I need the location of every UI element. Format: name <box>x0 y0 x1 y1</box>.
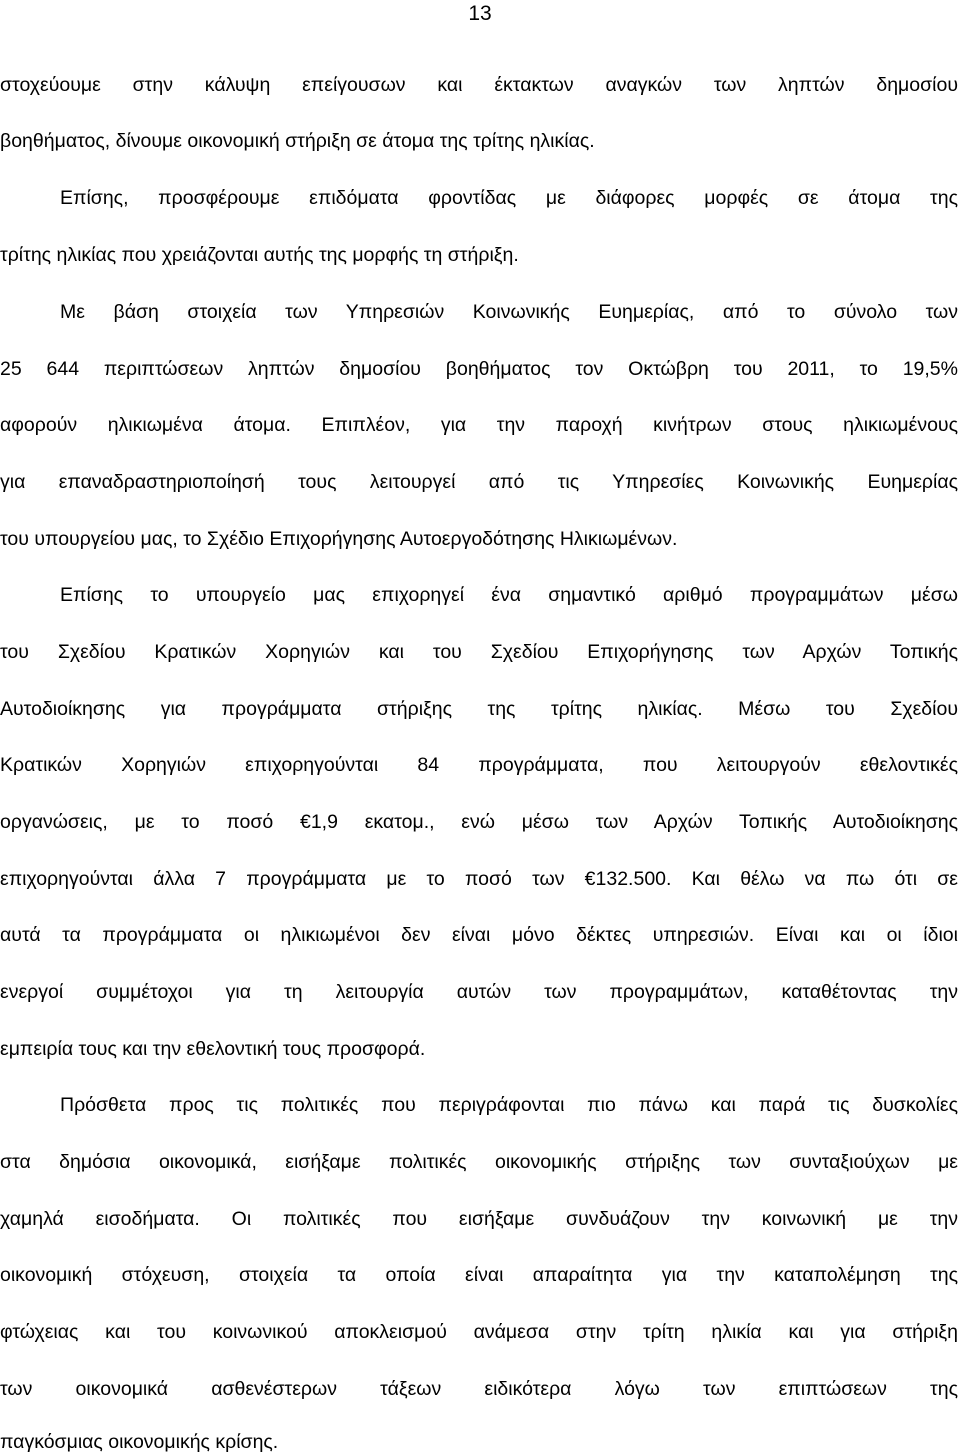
text-line: των οικονομικά ασθενέστερων τάξεων ειδικότερα λόγω των επιπτώσεων της <box>0 1378 958 1400</box>
text-line: Επίσης το υπουργείο μας επιχορηγεί ένα σημαντικό αριθμό προγραμμάτων μέσω <box>60 584 958 606</box>
text-line: βοηθήματος, δίνουμε οικονομική στήριξη σε άτομα της τρίτης ηλικίας. <box>0 130 595 152</box>
text-line: στα δημόσια οικονομικά, εισήξαμε πολιτικές οικονομικής στήριξης των συνταξιούχων με <box>0 1151 958 1173</box>
text-line: τρίτης ηλικίας που χρειάζονται αυτής της μορφής τη στήριξη. <box>0 244 519 266</box>
text-line: χαμηλά εισοδήματα. Οι πολιτικές που εισήξαμε συνδυάζουν την κοινωνική με την <box>0 1208 958 1230</box>
text-line: Επίσης, προσφέρουμε επιδόματα φροντίδας με διάφορες μορφές σε άτομα της <box>60 187 958 209</box>
text-line: αυτά τα προγράμματα οι ηλικιωμένοι δεν είναι μόνο δέκτες υπηρεσιών. Είναι και οι ίδιοι <box>0 924 958 946</box>
text-line: παγκόσμιας οικονομικής κρίσης. <box>0 1431 279 1453</box>
text-line: οικονομική στόχευση, στοιχεία τα οποία είναι απαραίτητα για την καταπολέμηση της <box>0 1264 958 1286</box>
text-line: φτώχειας και του κοινωνικού αποκλεισμού ανάμεσα στην τρίτη ηλικία και για στήριξη <box>0 1321 958 1343</box>
text-line: για επαναδραστηριοποίησή τους λειτουργεί από τις Υπηρεσίες Κοινωνικής Ευημερίας <box>0 471 958 493</box>
text-line: του Σχεδίου Κρατικών Χορηγιών και του Σχεδίου Επιχορήγησης των Αρχών Τοπικής <box>0 641 958 663</box>
text-line: αφορούν ηλικιωμένα άτομα. Επιπλέον, για την παροχή κινήτρων στους ηλικιωμένους <box>0 414 958 436</box>
text-line: 25 644 περιπτώσεων ληπτών δημοσίου βοηθήματος τον Οκτώβρη του 2011, το 19,5% <box>0 358 958 380</box>
text-line: εμπειρία τους και την εθελοντική τους προσφορά. <box>0 1038 426 1060</box>
text-line: του υπουργείου μας, το Σχέδιο Επιχορήγησης Αυτοεργοδότησης Ηλικιωμένων. <box>0 528 678 550</box>
text-line: οργανώσεις, με το ποσό €1,9 εκατομ., ενώ μέσω των Αρχών Τοπικής Αυτοδιοίκησης <box>0 811 958 833</box>
text-line: Κρατικών Χορηγιών επιχορηγούνται 84 προγράμματα, που λειτουργούν εθελοντικές <box>0 754 958 776</box>
text-line: Πρόσθετα προς τις πολιτικές που περιγράφονται πιο πάνω και παρά τις δυσκολίες <box>60 1094 958 1116</box>
text-line: ενεργοί συμμέτοχοι για τη λειτουργία αυτών των προγραμμάτων, καταθέτοντας την <box>0 981 958 1003</box>
page-number: 13 <box>468 2 492 25</box>
text-line: Με βάση στοιχεία των Υπηρεσιών Κοινωνικής Ευημερίας, από το σύνολο των <box>60 301 958 323</box>
text-line: Αυτοδιοίκησης για προγράμματα στήριξης της τρίτης ηλικίας. Μέσω του Σχεδίου <box>0 698 958 720</box>
text-line: στοχεύουμε στην κάλυψη επείγουσων και έκτακτων αναγκών των ληπτών δημοσίου <box>0 74 958 96</box>
text-line: επιχορηγούνται άλλα 7 προγράμματα με το ποσό των €132.500. Και θέλω να πω ότι σε <box>0 868 958 890</box>
